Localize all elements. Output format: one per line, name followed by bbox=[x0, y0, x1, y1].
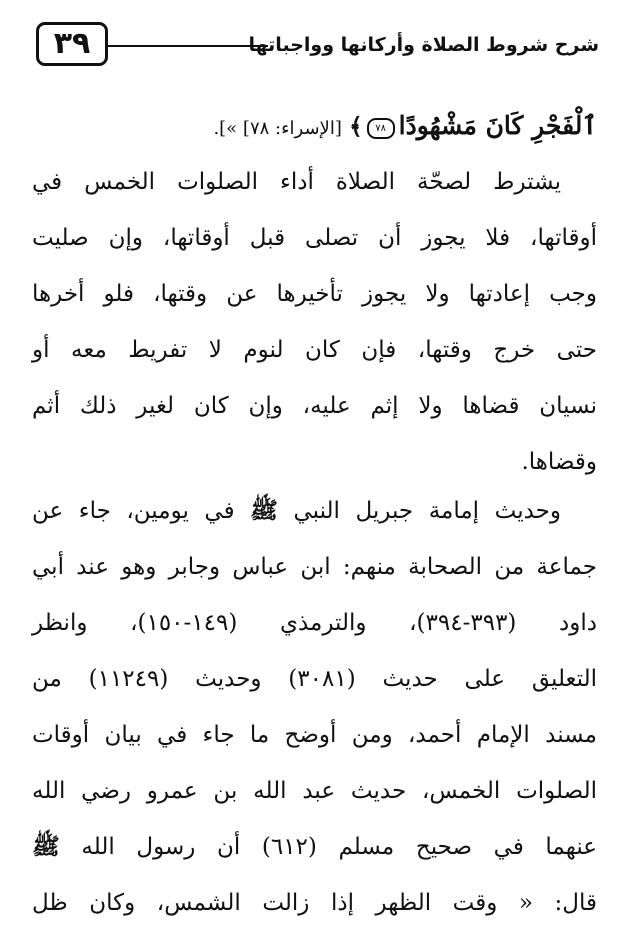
paragraph-1 bbox=[32, 154, 597, 490]
paragraph-2-line-1-end: في يومين، جاء عن bbox=[32, 498, 235, 524]
paragraph-2-line-7-text: عنهما في صحيح مسلم (٦١٢) أن رسول الله bbox=[81, 834, 597, 860]
paragraph-2-line bbox=[32, 819, 597, 875]
paragraph-2-line: مسند الإمام أحمد، ومن أوضح ما جاء في بيان أوقات bbox=[32, 722, 597, 748]
paragraph-2 bbox=[32, 483, 597, 931]
paragraph-1-line: يشترط لصحّة الصلاة أداء الصلوات الخمس في bbox=[32, 169, 561, 195]
paragraph-2-line: داود (٣٩٣-٣٩٤)، والترمذي (١٤٩-١٥٠)، وانظر bbox=[32, 610, 597, 636]
paragraph-2-line bbox=[32, 483, 597, 539]
paragraph-1-line: وقضاها. bbox=[521, 449, 597, 475]
honorific-symbol: ﷺ bbox=[32, 833, 60, 860]
verse-text: ٱلْفَجْرِ كَانَ مَشْهُودًا bbox=[398, 111, 597, 140]
honorific-symbol: ﷺ bbox=[250, 497, 278, 524]
paragraph-2-line: قال: « وقت الظهر إذا زالت الشمس، وكان ظل bbox=[32, 890, 597, 916]
paragraph-1-line: حتى خرج وقتها، فإن كان لنوم لا تفريط معه أو bbox=[32, 337, 597, 363]
verse-end-bracket: ﴾ bbox=[349, 113, 363, 140]
verse-number-mark: ٧٨ bbox=[367, 118, 395, 139]
paragraph-2-line: الصلوات الخمس، حديث عبد الله بن عمرو رضي الله bbox=[32, 778, 597, 804]
verse-line bbox=[32, 98, 597, 154]
paragraph-1-line: وجب إعادتها ولا يجوز تأخيرها عن وقتها، فلو أخرها bbox=[32, 281, 597, 307]
paragraph-2-line: جماعة من الصحابة منهم: ابن عباس وجابر وهو عند أبي bbox=[32, 554, 597, 580]
paragraph-2-line: التعليق على حديث (٣٠٨١) وحديث (١١٢٤٩) من bbox=[32, 666, 597, 692]
paragraph-1-line: أوقاتها، فلا يجوز أن تصلى قبل أوقاتها، وإن صليت bbox=[32, 225, 597, 251]
verse-block bbox=[32, 98, 597, 154]
header-rule bbox=[108, 45, 268, 47]
paragraph-1-line: نسيان قضاها ولا إثم عليه، وإن كان لغير ذلك أثم bbox=[32, 393, 597, 419]
page-number: ٣٩ bbox=[36, 22, 108, 66]
running-title: شرح شروط الصلاة وأركانها وواجباتها bbox=[248, 34, 599, 56]
verse-reference: [الإسراء: ٧٨] »]. bbox=[213, 118, 342, 139]
paragraph-2-line-1-start: وحديث إمامة جبريل النبي bbox=[293, 498, 562, 524]
